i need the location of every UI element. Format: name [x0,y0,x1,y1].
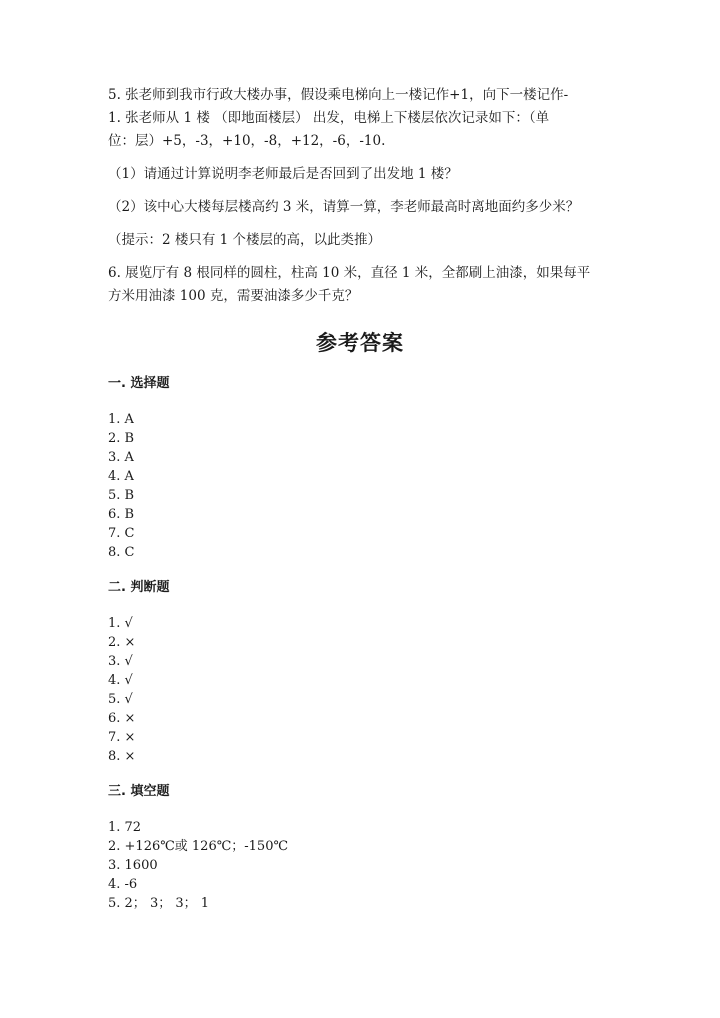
answer-item: 3. A [108,450,134,465]
question-6-line: 方米用油漆 100 克，需要油漆多少千克？ [108,288,359,304]
answer-item: 5. B [108,488,135,503]
section-heading: 一. 选择题 [108,376,170,391]
answer-item: 1. A [108,412,134,427]
answer-item: 8. × [108,749,136,764]
answer-item: 7. × [108,730,136,745]
answer-item: 5. 2； 3； 3； 1 [108,896,210,911]
answer-item: 3. √ [108,654,133,669]
answer-item: 8. C [108,545,135,560]
question-5 [108,84,612,252]
answers-section-fill [108,782,612,913]
answer-item: 3. 1600 [108,858,158,873]
answer-item: 6. × [108,711,136,726]
answer-item: 7. C [108,526,135,541]
answers-title: 参考答案 [316,331,404,355]
section-heading: 三. 填空题 [108,784,170,799]
answer-list [108,614,612,766]
answer-item: 4. √ [108,673,133,688]
answers-section-judge [108,578,612,766]
question-5-line: 位：层）+5，-3，+10，-8，+12，-6，-10. [108,133,386,149]
answer-item: 5. √ [108,692,133,707]
answer-item: 4. -6 [108,877,138,892]
answer-item: 6. B [108,507,135,522]
question-5-line: 1. 张老师从 1 楼 （即地面楼层） 出发，电梯上下楼层依次记录如下：（单 [108,110,550,126]
answer-list [108,410,612,562]
answer-item: 2. B [108,431,135,446]
question-5-sub-1: （1）请通过计算说明李老师最后是否回到了出发地 1 楼？ [108,166,458,182]
question-5-hint: （提示：2 楼只有 1 个楼层的高，以此类推） [108,232,382,248]
question-6-line: 6. 展览厅有 8 根同样的圆柱，柱高 10 米，直径 1 米，全都刷上油漆，如果每平 [108,265,591,281]
answer-list [108,818,612,913]
answers-section-choice [108,374,612,562]
answer-item: 4. A [108,469,134,484]
question-5-line: 5. 张老师到我市行政大楼办事，假设乘电梯向上一楼记作+1，向下一楼记作- [108,87,569,103]
answer-item: 2. +126℃或 126℃；-150℃ [108,839,289,854]
answer-item: 2. × [108,635,136,650]
answer-item: 1. 72 [108,820,142,835]
question-5-sub-2: （2）该中心大楼每层楼高约 3 米，请算一算，李老师最高时离地面约多少米？ [108,199,580,215]
document-page [108,84,612,929]
question-6 [108,262,612,308]
answer-item: 1. √ [108,616,133,631]
section-heading: 二. 判断题 [108,580,170,595]
